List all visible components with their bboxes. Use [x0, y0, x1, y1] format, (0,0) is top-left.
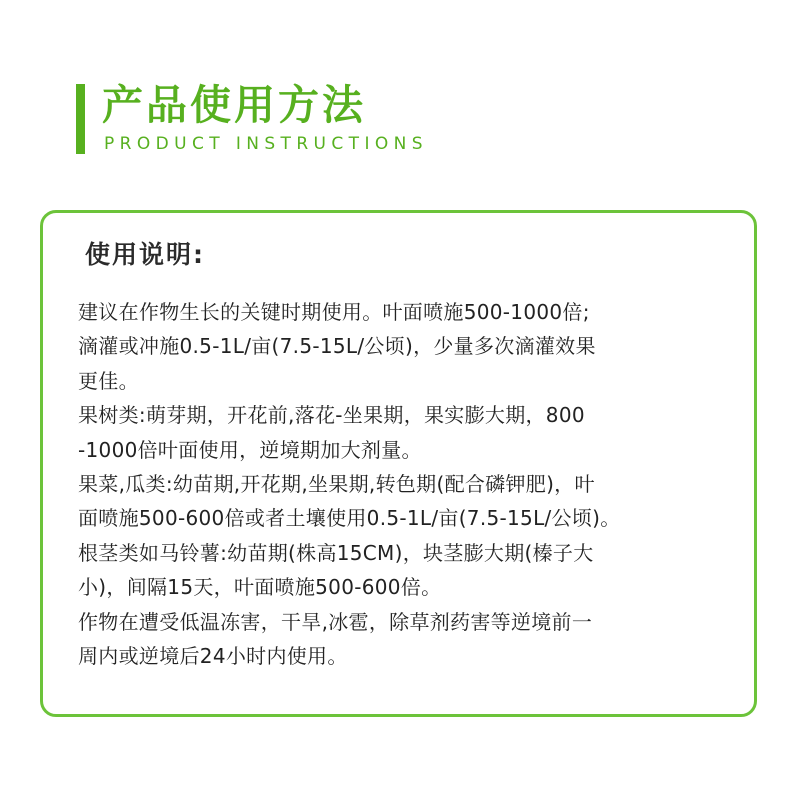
instructions-card — [40, 210, 757, 717]
page-title: 产品使用方法 — [102, 81, 366, 129]
card-heading: 使用说明: — [85, 240, 205, 269]
instruction-paragraph: 果树类:萌芽期，开花前,落花-坐果期，果实膨大期，800 -1000倍叶面使用，逆境期加大剂量。 — [78, 403, 585, 462]
title-accent-bar — [76, 84, 85, 154]
instruction-paragraph: 作物在遭受低温冻害，干旱,冰雹，除草剂药害等逆境前一 周内或逆境后24小时内使用。 — [78, 609, 593, 669]
instruction-paragraph: 建议在作物生长的关键时期使用。叶面喷施500-1000倍; 滴灌或冲施0.5-1L/亩(7.5-15L/公顷)，少量多次滴灌效果 更佳。 — [78, 300, 596, 393]
instruction-paragraph: 果菜,瓜类:幼苗期,开花期,坐果期,转色期(配合磷钾肥)，叶 面喷施500-600倍或者土壤使用0.5-1L/亩(7.5-15L/公顷)。 — [78, 472, 621, 531]
page-subtitle: PRODUCT INSTRUCTIONS — [104, 134, 428, 154]
instruction-paragraph: 根茎类如马铃薯:幼苗期(株高15CM)，块茎膨大期(榛子大 小)，间隔15天，叶面喷施500-600倍。 — [78, 540, 594, 600]
instructions-body — [78, 295, 748, 673]
